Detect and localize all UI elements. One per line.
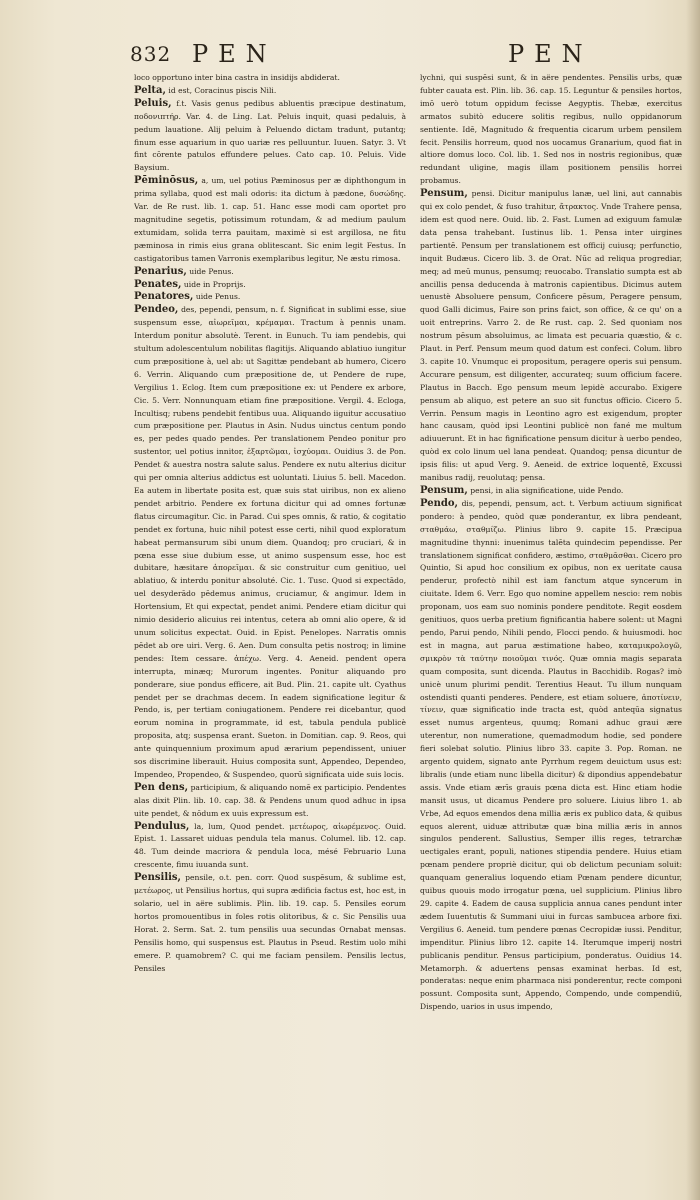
entry-text: uide Penus. [189, 266, 234, 276]
entry-text: participium, & aliquando nomē ex participio. Pendentes alas dixit Plin. lib. 10. cap. 38. & Pendens unum quod adhuc in ipsa uite pendet, & nōdum ex uuis expressum est. [134, 782, 406, 818]
entry-headword: Pensum, [420, 485, 468, 496]
dictionary-entry [420, 498, 682, 1014]
entry-text: id est, Coracinus piscis Nili. [168, 85, 277, 95]
entry-headword: Penatores, [134, 291, 194, 303]
left-column [134, 72, 406, 1182]
dictionary-entry [420, 72, 682, 188]
entry-text: pensile, o.t. pen. corr. Quod suspēsum, & sublime est, μετέωρος, ut Pensilius hortus, qui supra ædificia factus est, hoc est, in solario, uel in aëre sublimis. Plin. lib. 19. cap. 5. Pensiles eorum hortos promouentibus in foles rotis olitoribus, & c. Sic Pensilis uua Horat. 2. Serm. Sat. 2. tum pensilis uua secundas Ornabat mensas. Pensilis homo, qui suspensus est. Plautus in Pseud. Restim uolo mihi emere. P. quamobrem? C. qui me faciam pensilem. Pensilis lectus, Pensiles [134, 873, 406, 973]
dictionary-entry [134, 175, 406, 265]
entry-headword: Pēminōsus, [134, 175, 199, 187]
page-header [130, 40, 690, 70]
entry-headword: Pendulus, [134, 820, 190, 832]
entry-text: pensi, in alia significatione, uide Pendo. [470, 486, 624, 495]
dictionary-entry [134, 872, 406, 975]
dictionary-entry [134, 782, 406, 821]
dictionary-entry [134, 279, 406, 292]
page-edge-shadow [686, 0, 700, 1200]
entry-text: uide Penus. [195, 292, 241, 302]
entry-headword: Penarius, [134, 265, 187, 277]
page-number: 832 [130, 42, 172, 66]
running-head-left: PEN [192, 40, 277, 68]
entry-text: lychni, qui suspēsi sunt, & in aëre pendentes. Pensilis urbs, quæ fubter cauata est. Plin. lib. 36. cap. 15. Leguntur & pensiles hortos, imō uerò totum oppidum fecisse Aegyptis. Thebæ, exercitus armatos subitò educere solitis regibus, nullo oppidanorum sentiente. Idē, Magnitudo & frequentia cicarum urbem pensilem fecit. Pensilis horreum, quod nos uocamus Granarium, quod fiat in altiore domus loco. Col. lib. 1. Sed nos in nostris regionibus, quæ redundant uligine, magis illam positionem pensilis horrei probamus. [420, 73, 682, 186]
dictionary-entry [420, 188, 682, 485]
entry-text: a, um, uel potius Pæminosus per æ diphthongum in prima syllaba, quod est mali odoris: ita dictum à pædone, δυσώδης. Var. de Re rust. lib. 1. cap. 51. Hanc esse modi cam oportet pro magnitudine segetis, potissimum rotundam, & ad medium paulum extumidam, solida terra pauitam, maximè si est argillosa, ne fitu pæminosa in rimis eius grana oblitescant. Sic enim legit Festus. In castigatoribus tamen Varronis exemplaribus legitur, Ne æstu rimosa. [134, 176, 406, 263]
entry-text: uide in Proprijs. [183, 279, 246, 289]
entry-headword: Pendeo, [134, 304, 179, 316]
entry-headword: Pensilis, [134, 872, 182, 884]
dictionary-entry [134, 821, 406, 873]
entry-headword: Pelta, [134, 84, 166, 96]
dictionary-entry [134, 98, 406, 175]
entry-text: loco opportuno inter bina castra in insidijs abdiderat. [134, 73, 340, 82]
entry-text: pensi. Dicitur manipulus lanæ, uel lini, aut cannabis qui ex colo pendet, & fuso trahitur, ἄτρακτος. Vnde Trahere pensa, idem est quod nere. Ouid. lib. 2. Fast. Lumen ad exiguum famulæ data pensa trahebant. Iustinus lib. 1. Pensa inter uirgines partientē. Pensum per translationem est officij cuiusq; perfunctio, inquit Budæus. Cicero lib. 3. de Orat. Nūc ad reliqua progrediar, meq; ad meū munus, pensumq; reuocabo. Translatio sumpta est ab ancillis pensa deducenda à matronis capientibus. Dicimus autem uenustè Absoluere pensum, Conficere pēsum, Peragere pensum, quod Galli dicimus, Faire son prins faict, son office, & ce qu' on a uoit entreprins. Varro 2. de Re rust. cap. 2. Sed quoniam nos nostrum pēsum absoluimus, ac limata est pecuaria quæstio, & c. Plaut. in Perf. Pensum meum quod datum est confeci. Colum. libro 3. capite 10. Vnumquc ei propositum, peragere operis sui pensum. Accurare pensum, est diligenter, accurateq; suum officium facere. Plautus in Bacch. Ego pensum meum lepidè accurabo. Exigere pensum ab aliquo, est petere an suo sit functus officio. Cicero 5. Verrin. Pensum magis in Leontino agro est exigendum, propter hanc causam, quòd ipsi Leontini publicè non fané me multum adiuuerunt. Et in hac fignificatione pensum dicitur à uerbo pendeo, quòd ex colo linum uel lana pendeat. Quandoq; pensa dicuntur de ipsis filis: ut apud Verg. 9. Aeneid. de extrice loquentē, Excussi manibus radij, reuolutaq; pensa. [420, 189, 682, 483]
dictionary-entry [420, 485, 682, 498]
entry-headword: Peluis, [134, 97, 172, 109]
entry-headword: Pendo, [420, 497, 459, 509]
entry-headword: Penates, [134, 278, 182, 290]
dictionary-entry [134, 291, 406, 304]
right-column [420, 72, 682, 1182]
entry-text: f.t. Vasis genus pedibus abluentis præcipue destinatum, ποδονιπτήρ. Var. 4. de Ling. Lat. Peluis inquit, quasi pedaluis, à pedum lauatione. Alij peluim à Peluendo dictam tradunt, putantq; finum esse aquarium in quo uariæ res pelluuntur. Iuuen. Satyr. 3. Vt fint cōrente patulos effundere pelues. Cato cap. 10. Peluis. Vide Baysium. [134, 98, 406, 173]
dictionary-entry [134, 72, 406, 85]
entry-text: des, pependi, pensum, n. f. Significat in sublimi esse, siue suspensum esse, αἰωρεῖμαι, κρέμαμαι. Tractum à pennis unam. Interdum ponitur absolutè. Terent. in Eunuch. Tu iam pendebis, qui stultum adolescentulum nobilitas flagitijs. Aliquando ablatiuo iungitur cum præpositione à, uel ab: ut Sagittæ pendebant ab humero, Cicero 6. Verrin. Aliquando cum præpositione de, ut Pendere de rupe, Vergilius 1. Eclog. Item cum præpositione ex: ut Pendere ex arbore, Cic. 5. Verr. Nonnunquam etiam fine præpositione. Vergil. 4. Ecloga, Incultisq; rubens pendebit fentibus uua. Aliquando iiguitur accusatiuo cum præpositione per. Plautus in Asin. Nudus uinctus centum pondo es, per pedes quado pendes. Per translationem Pendeo ponitur pro sustentor, uel potius innitor, ἐξαρτῶμαι, ἰσχύομαι. Ouidius 3. de Pon. Pendet & auestra nostra salute salus. Pendere ex nutu alterius dicitur qui per omnia alterius addictus est uoluntati. Liuius 5. bell. Macedon. Ea autem in libertate posita est, quæ suis stat uiribus, non ex alieno pendet arbitrio. Pendere ex fortuna dicitur qui ad omnes fortunæ flatus circumagitur. Cic. in Parad. Cui spes omnis, & ratio, & cogitatio pendet ex fortuna, huic nihil potest esse certi, nihil quod exploratum habeat permansurum sibi unum diem. Quandoq; pro cruciari, & in pœna esse siue dubium esse, ut animo suspensum esse, hoc est dubitare, hæsitare ἀπορεῖμαι. & sic construitur cum genitiuo, uel ablatiuo, & interdu ponitur absoluté. Cic. 1. Tusc. Quod si expectādo, uel desyderādo pēdemus animus, cruciamur, & angimur. Idem in Hortensium, Et qui expectat, pendet animi. Pendere etiam dicitur qui nimio desiderio alicuius rei intentus, cetera ab omni alio opere, & id unum solicitus expectat. Ouid. in Epist. Penelopes. Narratis omnis pēdet ab ore uiri. Verg. 6. Aen. Dum consulta petis nostroq; in limine pendes: Item cessare. ἀπέχω. Verg. 4. Aeneid. pendent opera interrupta, minæq; Murorum ingentes. Ponitur aliquando pro ponderare, siue pondus efficere, ait Bud. Plin. 21. capite ult. Cyathus pendet per se drachmas decem. In eadem significatione legitur & Pendo, is, per tertiam coniugationem. Pendere rei dicebantur, quod eorum nomina in programmate, id est, tabula pendula publicè proposita, atq; suspensa erant. Sueton. in Domitian. cap. 9. Reos, qui ante quinquennium proximum apud ærarium pependissent, uniuer sos discrimine liberauit. Huius composita sunt, Appendeo, Dependeo, Impendeo, Propendeo, & Suspendeo, quorū significata uide suis locis. [134, 305, 406, 779]
entry-text: dis, pependi, pensum, act. t. Verbum actiuum significat pondero: à pendeo, quòd quæ ponderantur, ex libra pendeant, σταθμάω, σταθμίζω. Plinius libro 9. capite 15. Præcipua magnitudine thynni: inuenimus talēta quindecim pependisse. Per translationem significat confidero, æstimo, σταθμᾶσθαι. Cicero pro Quintio, Si apud hoc consilium ex opibus, non ex ueritate causa penderur, profectò nihil est iam fanctum atque syncerum in ciuitate. Idem 6. Verr. Ego quo nomine appellem nescio: rem nobis proponam, uos eam suo nominis pondere penditote. Regit eosdem genitiuos, quos uerba pretium fignificantia habere solent: ut Magni pendo, Parui pendo, Nihili pendo, Flocci pendo. & huiusmodi. hoc est in magna, aut parua æstimatione habeo, καταμικρολογῶ, σμικρὸν τὰ ταύτην ποιοῦμαι τινός. Quæ omnia magis separata quam composita, sunt dicenda. Plautus in Bacchidib. Rogas? imò unicè unum plurimi pendit. Terentius Heaut. Tu illum nunquam ostendisti quanti penderes. Pendere, est etiam soluere, ἀποτίνειν, τίνειν, quæ significatio inde tracta est, quòd anteqūa signatus esset numus argenteus, quumq; Romani adhuc graui ære uterentur, non numeratione, quemadmodum hodie, sed pondere fieri solebat solutio. Plinius libro 33. capite 3. Pop. Roman. ne argento quidem, signato ante Pyrrhum regem deuictum usus est: libralis (unde etiam nunc libella dicitur) & dipondius appendebatur assis. Vnde etiam ærīs grauis pœna dicta est. Hinc etiam hodie mansit usus, ut dicamus Pendere pro soluere. Liuius libro 1. ab Vrbe, Ad equos emendos dena millia æris ex publico data, & quibus equos alerent, uiduæ attributæ quæ bina millia æris in annos singulos penderent. Sallustius, Semper illis reges, tetrarchæ uectigales erant, populi, nationes stipendia pendere. Huius etiam pœnam pendere propriè dicitur, qui ob delictum pecuniam soluit: quanquam generalius loquendo etiam Pœnam pendere dicuntur, quibus quouis modo irrogatur pœna, uel supplicium. Plinius libro 29. capite 4. Eadem de causa supplicia annua canes pendunt inter ædem Iuuentutis & Summani uiui in furcas sambucea arbore fixi. Vergilius 6. Aeneid. tum pendere pœnas Cecropidæ iussi. Penditur, impenditur. Plinius libro 12. capite 14. Iterumque imperij nostri publicanis penditur. Pensus participium, ponderatus. Ouidius 14. Metamorph. & aduertens pensas examinat herbas. Id est, ponderatas: neque enim pharmaca nisi ponderentur, recte componi possunt. Composita sunt, Appendo, Compendo, unde compendiū, Dispendo, uarios in usus impendo, [420, 498, 682, 1012]
entry-headword: Pen dens, [134, 781, 189, 793]
running-head-right: PEN [508, 40, 593, 68]
dictionary-entry [134, 266, 406, 279]
dictionary-entry [134, 304, 406, 782]
entry-headword: Pensum, [420, 188, 468, 200]
dictionary-entry [134, 85, 406, 98]
entry-text: la, lum, Quod pendet. μετέωρος, αἰωρέμενος. Ouid. Epist. 1. Lassaret uiduas pendula tela manus. Columel. lib. 12. cap. 48. Tum deinde macriora & pendula loca, mésé Februario Luna crescente, fimu iuuanda sunt. [134, 821, 406, 870]
